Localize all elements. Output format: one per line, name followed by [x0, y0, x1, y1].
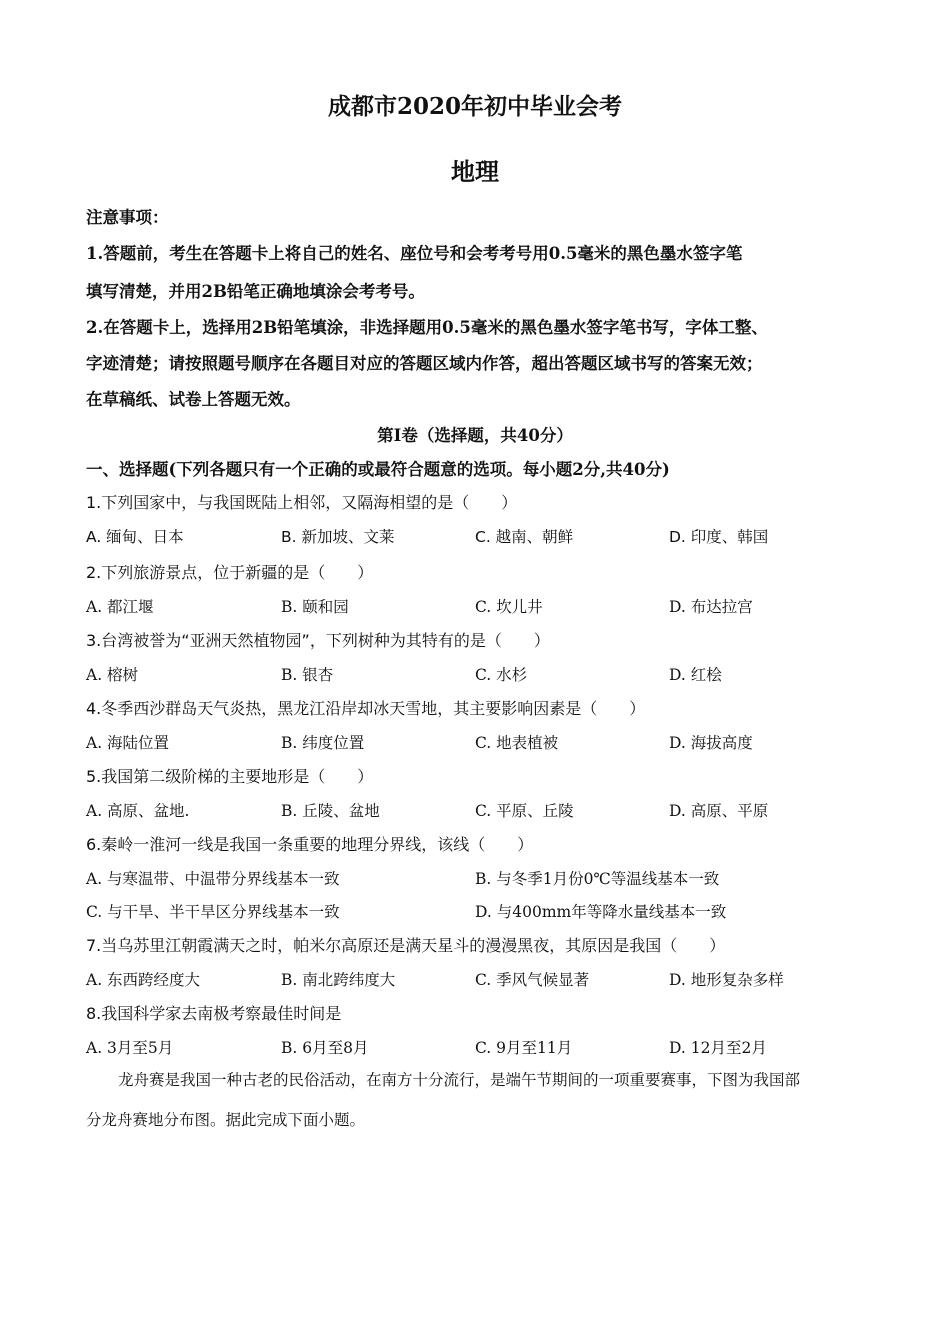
question-stem: 6.秦岭一淮河一线是我国一条重要的地理分界线，该线（ ） [86, 835, 534, 854]
option-c: C. 坎儿井 [475, 598, 543, 616]
option-c: C. 9月至11月 [475, 1039, 573, 1057]
option-b: B. 颐和园 [281, 598, 349, 616]
question-stem: 8.我国科学家去南极考察最佳时间是 [86, 1004, 342, 1023]
option-b: B. 南北跨纬度大 [281, 971, 396, 989]
option-c: C. 季风气候显著 [475, 971, 590, 989]
question-stem: 7.当乌苏里江朝霞满天之时，帕米尔高原还是满天星斗的漫漫黑夜，其原因是我国（ ） [86, 936, 726, 955]
option-d: D. 12月至2月 [669, 1039, 767, 1057]
notice-heading: 注意事项： [86, 208, 169, 227]
option-d: D. 海拔高度 [669, 734, 753, 752]
option-a: A. 东西跨经度大 [86, 971, 201, 989]
notice-line: 2.在答题卡上，选择用2B铅笔填涂，非选择题用0.5毫米的黑色墨水签字笔书写，字体工整、 [86, 318, 768, 337]
option-a: A. 缅甸、日本 [86, 528, 184, 546]
question-stem: 3.台湾被誉为“亚洲天然植物园”，下列树种为其特有的是（ ） [86, 631, 550, 650]
notice-line: 1.答题前，考生在答题卡上将自己的姓名、座位号和会考考号用0.5毫米的黑色墨水签字笔 [86, 244, 743, 263]
passage-line: 龙舟赛是我国一种古老的民俗活动，在南方十分流行，是端午节期间的一项重要赛事，下图为我国部 [118, 1071, 801, 1089]
option-c: C. 水杉 [475, 666, 528, 684]
option-a: A. 高原、盆地. [86, 802, 190, 820]
option-b: B. 新加坡、文莱 [281, 528, 395, 546]
question-stem: 1.下列国家中，与我国既陆上相邻，又隔海相望的是（ ） [86, 493, 518, 512]
option-d: D. 红桧 [669, 666, 722, 684]
option-c: C. 与干旱、半干旱区分界线基本一致 [86, 903, 340, 921]
option-b: B. 银杏 [281, 666, 334, 684]
question-stem: 2.下列旅游景点，位于新疆的是（ ） [86, 563, 374, 582]
option-d: D. 高原、平原 [669, 802, 769, 820]
option-a: A. 与寒温带、中温带分界线基本一致 [86, 870, 340, 888]
notice-line: 在草稿纸、试卷上答题无效。 [86, 390, 301, 409]
option-b: B. 丘陵、盆地 [281, 802, 380, 820]
option-b: B. 纬度位置 [281, 734, 365, 752]
option-d: D. 印度、韩国 [669, 528, 769, 546]
option-a: A. 都江堰 [86, 598, 154, 616]
passage-line: 分龙舟赛地分布图。据此完成下面小题。 [86, 1111, 366, 1129]
part-title: 一、选择题(下列各题只有一个正确的或最符合题意的选项。每小题2分,共40分) [86, 460, 670, 479]
option-c: C. 越南、朝鲜 [475, 528, 574, 546]
option-b: B. 6月至8月 [281, 1039, 369, 1057]
option-c: C. 平原、丘陵 [475, 802, 574, 820]
option-d: D. 布达拉宫 [669, 598, 753, 616]
option-d: D. 与400mm年等降水量线基本一致 [475, 903, 727, 921]
volume-title: 第Ⅰ卷（选择题，共40分） [377, 426, 573, 445]
option-a: A. 榕树 [86, 666, 139, 684]
notice-line: 字迹清楚；请按照题号顺序在各题目对应的答题区域内作答，超出答题区域书写的答案无效； [86, 354, 763, 373]
exam-title: 成都市2020年初中毕业会考 [327, 93, 622, 120]
option-c: C. 地表植被 [475, 734, 559, 752]
option-a: A. 3月至5月 [86, 1039, 174, 1057]
question-stem: 5.我国第二级阶梯的主要地形是（ ） [86, 767, 374, 786]
option-b: B. 与冬季1月份0℃等温线基本一致 [475, 870, 720, 888]
notice-line: 填写清楚，并用2B铅笔正确地填涂会考考号。 [86, 282, 425, 301]
question-stem: 4.冬季西沙群岛天气炎热，黑龙江沿岸却冰天雪地，其主要影响因素是（ ） [86, 699, 646, 718]
option-a: A. 海陆位置 [86, 734, 170, 752]
option-d: D. 地形复杂多样 [669, 971, 784, 989]
subject-title: 地理 [451, 157, 499, 186]
